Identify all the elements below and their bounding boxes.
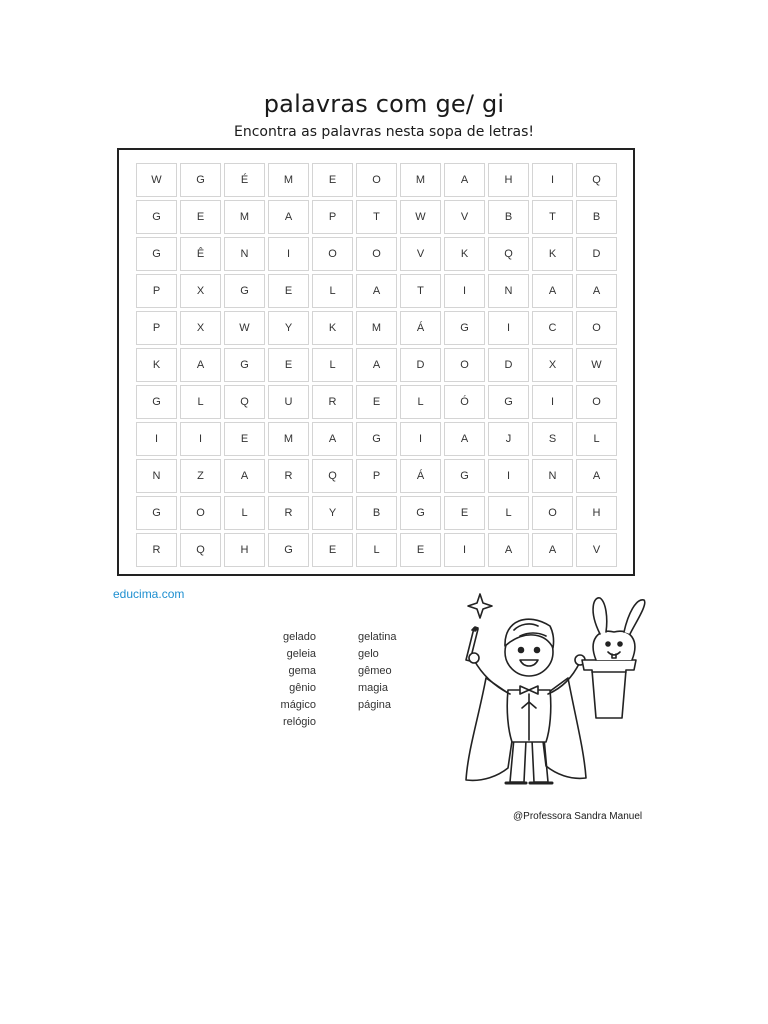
grid-cell: K <box>136 348 177 382</box>
page-title: palavras com ge/ gi <box>263 90 505 118</box>
grid-cell: A <box>576 459 617 493</box>
grid-cell: M <box>224 200 265 234</box>
top-hat-icon <box>582 660 636 718</box>
grid-cell: E <box>356 385 397 419</box>
page-subtitle: Encontra as palavras nesta sopa de letras! <box>233 124 534 140</box>
word-search-grid <box>136 163 617 567</box>
grid-cell: G <box>136 200 177 234</box>
grid-cell: R <box>312 385 353 419</box>
word-list-item: gelatina <box>358 631 397 643</box>
grid-cell: N <box>136 459 177 493</box>
grid-cell: Á <box>400 459 441 493</box>
grid-cell: I <box>532 163 573 197</box>
grid-cell: X <box>532 348 573 382</box>
grid-cell: É <box>224 163 265 197</box>
grid-cell: K <box>532 237 573 271</box>
word-list-item: mágico <box>280 699 316 711</box>
word-list-item: gênio <box>289 682 316 694</box>
grid-cell: W <box>400 200 441 234</box>
grid-cell: I <box>444 533 485 567</box>
grid-cell: P <box>136 274 177 308</box>
grid-cell: M <box>400 163 441 197</box>
grid-cell: N <box>532 459 573 493</box>
grid-cell: B <box>488 200 529 234</box>
grid-cell: E <box>268 274 309 308</box>
word-list-item: gêmeo <box>358 665 392 677</box>
sparkle-icon <box>468 594 492 618</box>
grid-cell: O <box>444 348 485 382</box>
grid-cell: A <box>224 459 265 493</box>
grid-cell: G <box>224 274 265 308</box>
grid-cell: C <box>532 311 573 345</box>
magician-illustration <box>458 590 663 795</box>
grid-cell: R <box>268 459 309 493</box>
grid-cell: M <box>268 163 309 197</box>
grid-cell: W <box>224 311 265 345</box>
grid-cell: Ê <box>180 237 221 271</box>
grid-cell: L <box>180 385 221 419</box>
source-site: educima.com <box>113 587 185 601</box>
grid-cell: A <box>444 163 485 197</box>
grid-cell: Z <box>180 459 221 493</box>
grid-cell: I <box>532 385 573 419</box>
grid-cell: E <box>224 422 265 456</box>
grid-cell: M <box>268 422 309 456</box>
grid-cell: Q <box>224 385 265 419</box>
grid-cell: G <box>444 459 485 493</box>
grid-cell: I <box>488 311 529 345</box>
grid-cell: A <box>444 422 485 456</box>
grid-cell: D <box>400 348 441 382</box>
word-list-item: magia <box>358 682 388 694</box>
grid-cell: E <box>400 533 441 567</box>
grid-cell: D <box>488 348 529 382</box>
grid-cell: G <box>136 237 177 271</box>
grid-cell: P <box>356 459 397 493</box>
grid-cell: Á <box>400 311 441 345</box>
grid-cell: H <box>224 533 265 567</box>
grid-cell: A <box>576 274 617 308</box>
word-list-item: página <box>358 699 392 711</box>
grid-cell: A <box>356 348 397 382</box>
grid-cell: A <box>180 348 221 382</box>
grid-cell: V <box>576 533 617 567</box>
grid-cell: Ó <box>444 385 485 419</box>
grid-cell: Q <box>576 163 617 197</box>
grid-cell: V <box>400 237 441 271</box>
grid-cell: A <box>356 274 397 308</box>
grid-cell: P <box>136 311 177 345</box>
grid-cell: L <box>312 348 353 382</box>
grid-cell: K <box>312 311 353 345</box>
grid-cell: Y <box>268 311 309 345</box>
grid-cell: O <box>180 496 221 530</box>
grid-cell: L <box>224 496 265 530</box>
grid-cell: S <box>532 422 573 456</box>
grid-cell: I <box>444 274 485 308</box>
word-list-item: geleia <box>286 648 316 660</box>
grid-cell: Q <box>312 459 353 493</box>
grid-cell: G <box>136 496 177 530</box>
grid-cell: N <box>224 237 265 271</box>
grid-cell: A <box>488 533 529 567</box>
grid-cell: V <box>444 200 485 234</box>
grid-cell: G <box>268 533 309 567</box>
grid-cell: G <box>488 385 529 419</box>
word-list-item: gelado <box>282 631 316 643</box>
grid-cell: E <box>268 348 309 382</box>
grid-cell: A <box>268 200 309 234</box>
grid-cell: O <box>356 237 397 271</box>
grid-cell: U <box>268 385 309 419</box>
grid-cell: O <box>576 311 617 345</box>
grid-cell: I <box>136 422 177 456</box>
grid-cell: W <box>136 163 177 197</box>
grid-cell: Q <box>488 237 529 271</box>
grid-cell: N <box>488 274 529 308</box>
grid-cell: L <box>312 274 353 308</box>
grid-cell: X <box>180 311 221 345</box>
grid-cell: T <box>532 200 573 234</box>
grid-cell: B <box>576 200 617 234</box>
grid-cell: O <box>532 496 573 530</box>
grid-cell: G <box>444 311 485 345</box>
word-list-item: gema <box>288 665 316 677</box>
grid-cell: E <box>312 533 353 567</box>
grid-cell: Q <box>180 533 221 567</box>
author-credit: @Professora Sandra Manuel <box>513 811 643 822</box>
grid-cell: T <box>400 274 441 308</box>
grid-cell: A <box>312 422 353 456</box>
grid-cell: I <box>180 422 221 456</box>
grid-cell: T <box>356 200 397 234</box>
grid-cell: A <box>532 533 573 567</box>
grid-cell: O <box>356 163 397 197</box>
grid-cell: W <box>576 348 617 382</box>
grid-cell: D <box>576 237 617 271</box>
grid-cell: O <box>312 237 353 271</box>
grid-cell: E <box>180 200 221 234</box>
grid-cell: O <box>576 385 617 419</box>
grid-cell: R <box>268 496 309 530</box>
grid-cell: G <box>400 496 441 530</box>
word-list-item: relógio <box>282 716 316 728</box>
word-list-left <box>250 629 316 731</box>
grid-cell: Y <box>312 496 353 530</box>
grid-cell: E <box>444 496 485 530</box>
grid-cell: I <box>400 422 441 456</box>
grid-cell: P <box>312 200 353 234</box>
grid-cell: K <box>444 237 485 271</box>
grid-cell: E <box>312 163 353 197</box>
grid-cell: G <box>224 348 265 382</box>
word-list-item: gelo <box>358 648 379 660</box>
grid-cell: L <box>576 422 617 456</box>
grid-cell: J <box>488 422 529 456</box>
grid-cell: L <box>400 385 441 419</box>
grid-cell: G <box>180 163 221 197</box>
grid-cell: R <box>136 533 177 567</box>
grid-cell: G <box>136 385 177 419</box>
grid-cell: A <box>532 274 573 308</box>
word-list-right <box>358 629 438 714</box>
grid-cell: I <box>268 237 309 271</box>
grid-cell: H <box>488 163 529 197</box>
grid-cell: L <box>356 533 397 567</box>
grid-cell: H <box>576 496 617 530</box>
grid-cell: I <box>488 459 529 493</box>
grid-cell: B <box>356 496 397 530</box>
grid-cell: G <box>356 422 397 456</box>
grid-cell: M <box>356 311 397 345</box>
grid-cell: L <box>488 496 529 530</box>
grid-cell: X <box>180 274 221 308</box>
